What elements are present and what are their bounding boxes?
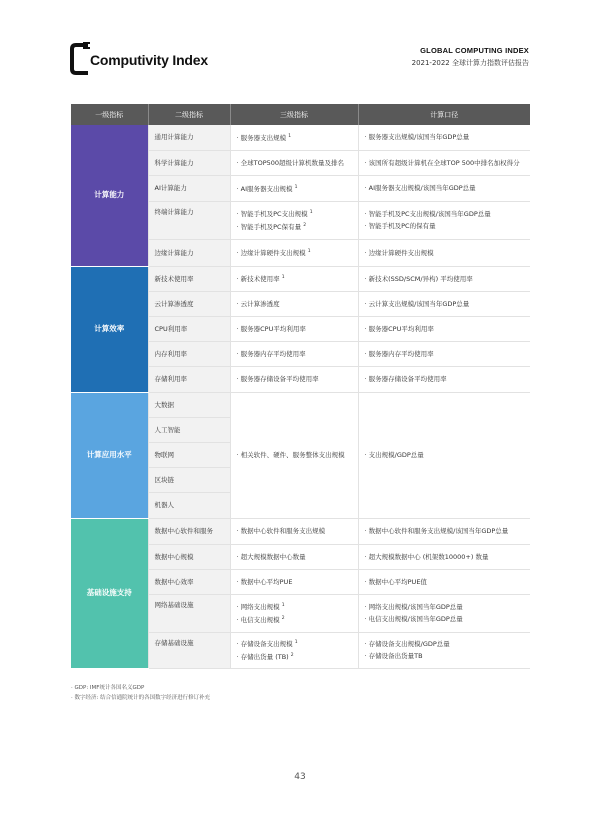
calc-cell: · 存储设备支出规模/GDP总量 · 存储设备出货量TB <box>358 632 530 668</box>
level2-cell: 云计算渗透度 <box>148 291 230 316</box>
table-row <box>71 125 530 150</box>
header-level3: 三级指标 <box>230 104 358 125</box>
level3-cell: · 边缘计算硬件支出规模 $^1$ <box>230 239 358 266</box>
calc-cell: · 支出规模/GDP总量 <box>358 392 530 518</box>
level3-cell: · 数据中心软件和服务支出规模 <box>230 518 358 544</box>
logo-mark-icon <box>70 42 92 76</box>
level2-cell: 新技术使用率 <box>148 266 230 291</box>
level2-cell: 存储利用率 <box>148 366 230 392</box>
calc-cell: · 边缘计算硬件支出规模 <box>358 239 530 266</box>
level3-cell: · 新技术使用率 $^1$ <box>230 266 358 291</box>
header-level1: 一级指标 <box>71 104 148 125</box>
calc-cell: · 云计算支出规模/该国当年GDP总量 <box>358 291 530 316</box>
calc-cell: · 服务器存储设备平均使用率 <box>358 366 530 392</box>
calc-cell: · 服务器CPU平均利用率 <box>358 316 530 341</box>
footnotes <box>71 683 210 703</box>
level3-cell: · 相关软件、硬件、服务整体支出规模 <box>230 392 358 518</box>
table-row <box>71 392 530 417</box>
level3-cell: · 网络支出规模 $^1$ · 电信支出规模 $^2$ <box>230 594 358 632</box>
level2-cell: 边缘计算能力 <box>148 239 230 266</box>
level3-cell: · 存储设备支出规模 $^1$ · 存储出货量 (TB) $^2$ <box>230 632 358 668</box>
level3-cell: · 服务器存储设备平均使用率 <box>230 366 358 392</box>
category-cell: 计算效率 <box>71 266 148 392</box>
table-row <box>71 518 530 544</box>
level3-cell: · 数据中心平均PUE <box>230 569 358 594</box>
level2-cell: 人工智能 <box>148 417 230 442</box>
table-row <box>71 266 530 291</box>
level3-cell: · 全球TOP500超级计算机数量及排名 <box>230 150 358 175</box>
level2-cell: 数据中心效率 <box>148 569 230 594</box>
level3-cell: · 超大规模数据中心数量 <box>230 544 358 569</box>
level3-cell: · AI服务器支出规模 $^1$ <box>230 175 358 201</box>
level2-cell: 区块链 <box>148 467 230 492</box>
calc-cell: · AI服务器支出规模/该国当年GDP总量 <box>358 175 530 201</box>
level2-cell: 科学计算能力 <box>148 150 230 175</box>
calc-cell: · 智能手机及PC支出规模/该国当年GDP总量 · 智能手机及PC的保有量 <box>358 201 530 239</box>
indicator-table <box>71 104 530 669</box>
level2-cell: 通用计算能力 <box>148 125 230 150</box>
report-title: GLOBAL COMPUTING INDEX <box>420 46 529 55</box>
calc-cell: · 数据中心平均PUE值 <box>358 569 530 594</box>
header-calculation: 计算口径 <box>358 104 530 125</box>
calc-cell: · 服务器支出规模/该国当年GDP总量 <box>358 125 530 150</box>
level3-cell: · 服务器内存平均使用率 <box>230 341 358 366</box>
footnote: · 数字经济: 结合信通院统计的各国数字经济进行修订补充 <box>71 695 211 701</box>
level2-cell: 内存利用率 <box>148 341 230 366</box>
calc-cell: · 超大规模数据中心 (机架数10000+) 数量 <box>358 544 530 569</box>
calc-cell: · 数据中心软件和服务支出规模/该国当年GDP总量 <box>358 518 530 544</box>
calc-cell: · 网络支出规模/该国当年GDP总量 · 电信支出规模/该国当年GDP总量 <box>358 594 530 632</box>
level2-cell: 大数据 <box>148 392 230 417</box>
level3-cell: · 服务器CPU平均利用率 <box>230 316 358 341</box>
calc-cell: · 该国所有超级计算机在全球TOP 500中排名加权得分 <box>358 150 530 175</box>
category-cell: 基础设施支持 <box>71 518 148 668</box>
level3-cell: · 服务器支出规模 $^1$ <box>230 125 358 150</box>
level2-cell: 存储基础设施 <box>148 632 230 668</box>
level2-cell: 机器人 <box>148 492 230 518</box>
level2-cell: 数据中心软件和服务 <box>148 518 230 544</box>
level2-cell: 网络基础设施 <box>148 594 230 632</box>
page-number: 43 <box>294 772 306 782</box>
calc-cell: · 服务器内存平均使用率 <box>358 341 530 366</box>
header-level2: 二级指标 <box>148 104 230 125</box>
brand-logo <box>70 42 230 78</box>
footnote: · GDP: IMF统计各国名义GDP <box>71 685 145 691</box>
logo-text: Computivity Index <box>90 52 208 68</box>
report-subtitle: 2021-2022 全球计算力指数评估报告 <box>411 59 529 67</box>
level2-cell: 终端计算能力 <box>148 201 230 239</box>
report-header <box>412 46 529 68</box>
level3-cell: · 云计算渗透度 <box>230 291 358 316</box>
level3-cell: · 智能手机及PC支出规模 $^1$ · 智能手机及PC保有量 $^2$ <box>230 201 358 239</box>
level2-cell: 物联网 <box>148 442 230 467</box>
level2-cell: AI计算能力 <box>148 175 230 201</box>
category-cell: 计算能力 <box>71 125 148 266</box>
category-cell: 计算应用水平 <box>71 392 148 518</box>
level2-cell: 数据中心规模 <box>148 544 230 569</box>
table-header-row <box>71 104 530 125</box>
calc-cell: · 新技术(SSD/SCM/异构) 平均使用率 <box>358 266 530 291</box>
level2-cell: CPU利用率 <box>148 316 230 341</box>
